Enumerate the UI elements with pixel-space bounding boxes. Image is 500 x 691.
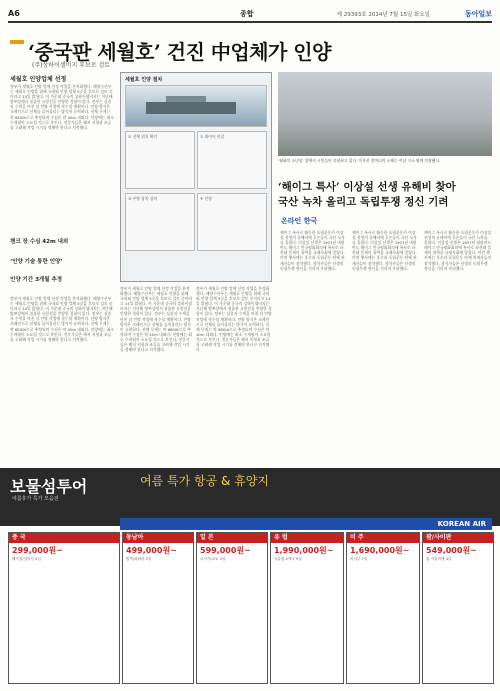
- ad-box-line: 괌 자유여행 4일: [426, 557, 452, 561]
- ad-box-line: 베이징/상하이 4일: [12, 557, 41, 561]
- ad-box-price: 1,990,000원~: [274, 546, 334, 555]
- ad-box-price: 599,000원~: [200, 546, 251, 555]
- ad-box-head: 유 럽: [271, 533, 343, 543]
- ad-subtitle: 여름휴가 특가 모음전: [12, 496, 59, 502]
- ad-box-southeast-asia[interactable]: [122, 532, 194, 684]
- ad-box-line: 서유럽 4개국 9일: [274, 557, 302, 561]
- ad-box-line: 방콕/파타야 5일: [126, 557, 152, 561]
- step-4-panel: [197, 193, 267, 251]
- lead-headline: ‘중국판 세월호’ 건진 中업체가 인양: [28, 40, 331, 64]
- ad-box-guam[interactable]: [422, 532, 494, 684]
- step-1-panel: [125, 131, 195, 189]
- page-number: A6: [8, 9, 20, 18]
- step-1-label: ① 선체 위치 확인: [128, 134, 158, 139]
- infographic-title: 세월호 인양 절차: [125, 77, 163, 83]
- airline-name: KOREAN AIR: [437, 520, 486, 528]
- lead-body-col3: 정부가 세월호 인양 업체 선정 작업을 본격화했다. 해양수산부는 세월호 인양을 위해 국내외 인양 업체 5곳을 후보로 검토 중이라고 14일 밝혔다. 이 가운데 중국의 상하이샐비지는 지난해 양쯔강에서 침몰한 유람선을 인양한 경험이 있다. 정부는 실종자 수색을 마친 뒤 인양 작업에 착수할 계획이다. 인양 방식은 크레인으로 선체를 들어올리는 방식이 유력하다. 선체 무게는 약 6800t으로 추정되며 수심은 약 40m 내외다. 인양에는 최소 수개월이 소요될 것으로 보인다. 전문가들은 해저 지형과 조류를 고려해 작업 시기를 정해야 한다고 지적했다.: [196, 286, 272, 353]
- lead-body-col2: 정부가 세월호 인양 업체 선정 작업을 본격화했다. 해양수산부는 세월호 인양을 위해 국내외 인양 업체 5곳을 후보로 검토 중이라고 14일 밝혔다. 이 가운데 중국의 상하이샐비지는 지난해 양쯔강에서 침몰한 유람선을 인양한 경험이 있다. 정부는 실종자 수색을 마친 뒤 인양 작업에 착수할 계획이다. 인양 방식은 크레인으로 선체를 들어올리는 방식이 유력하다. 선체 무게는 약 6800t으로 추정되며 수심은 약 40m 내외다. 인양에는 최소 수개월이 소요될 것으로 보인다. 전문가들은 해저 지형과 조류를 고려해 작업 시기를 정해야 한다고 지적했다.: [120, 286, 192, 353]
- section-name: 종합: [240, 10, 254, 18]
- story2-logo: 온라인 한국: [281, 217, 318, 225]
- lead-sidehead-2: ‘인양 기술 통한 인양’: [10, 259, 63, 265]
- headline-marker: [10, 40, 24, 44]
- lead-byline: 세월호 인양업체 선정: [10, 76, 67, 83]
- page-header: [8, 6, 492, 20]
- ad-title: 보물섬투어: [10, 477, 88, 496]
- ad-box-japan[interactable]: [196, 532, 268, 684]
- story2-body-col3: 헤이그 특사로 활동한 독립운동가 이상설 선생의 유해비에 후손들이 국산 녹차를 올렸다. 이상설 선생은 1907년 네덜란드 헤이그 만국평화회의에 특사로 파견돼 일제의 침략을 국제사회에 알렸다. 이번 행사에는 후손과 독립운동 단체 관계자들이 참석했다. 참석자들은 선생의 독립투쟁 정신을 기리며 묵념했다.: [424, 230, 492, 271]
- story2-body-col1: 헤이그 특사로 활동한 독립운동가 이상설 선생의 유해비에 후손들이 국산 녹차를 올렸다. 이상설 선생은 1907년 네덜란드 헤이그 만국평화회의에 특사로 파견돼 일제의 침략을 국제사회에 알렸다. 이번 행사에는 후손과 독립운동 단체 관계자들이 참석했다. 참석자들은 선생의 독립투쟁 정신을 기리며 묵념했다.: [280, 230, 345, 271]
- header-rule: [8, 21, 492, 23]
- ad-box-price: 1,690,000원~: [350, 546, 410, 555]
- story2-headline-2: 국산 녹차 올리고 독립투쟁 정신 기려: [278, 196, 449, 208]
- ad-box-price: 499,000원~: [126, 546, 177, 555]
- story2-body-col2: 헤이그 특사로 활동한 독립운동가 이상설 선생의 유해비에 후손들이 국산 녹차를 올렸다. 이상설 선생은 1907년 네덜란드 헤이그 만국평화회의에 특사로 파견돼 일제의 침략을 국제사회에 알렸다. 이번 행사에는 후손과 독립운동 단체 관계자들이 참석했다. 참석자들은 선생의 독립투쟁 정신을 기리며 묵념했다.: [352, 230, 417, 271]
- ad-box-line: 오사카/교토 3일: [200, 557, 226, 561]
- step-2-panel: [197, 131, 267, 189]
- step-2-label: ② 와이어 연결: [200, 134, 225, 139]
- ad-box-head: 미 주: [347, 533, 419, 543]
- ad-box-price: 549,000원~: [426, 546, 477, 555]
- lead-sidehead-3: 인양 기간 3개월 추정: [10, 277, 63, 283]
- step-3-panel: [125, 193, 195, 251]
- news-photo: [278, 72, 492, 156]
- photo-caption: ‘평화의 소녀상’ 앞에서 시민들이 묵념하고 있다. 이옥선 할머니의 유해는 이날 고국 땅에 안장됐다.: [278, 158, 441, 163]
- airline-strip: [120, 518, 492, 530]
- ad-box-line: 미서부 7일: [350, 557, 368, 561]
- lead-sidehead-1: 챈크 장 수심 42m 내외: [10, 239, 69, 245]
- lead-body-col1: 정부가 세월호 인양 업체 선정 작업을 본격화했다. 해양수산부는 세월호 인양을 위해 국내외 인양 업체 5곳을 후보로 검토 중이라고 14일 밝혔다. 이 가운데 중국의 상하이샐비지는 지난해 양쯔강에서 침몰한 유람선을 인양한 경험이 있다. 정부는 실종자 수색을 마친 뒤 인양 작업에 착수할 계획이다. 인양 방식은 크레인으로 선체를 들어올리는 방식이 유력하다. 선체 무게는 약 6800t으로 추정되며 수심은 약 40m 내외다. 인양에는 최소 수개월이 소요될 것으로 보인다. 전문가들은 해저 지형과 조류를 고려해 작업 시기를 정해야 한다고 지적했다.: [10, 84, 114, 130]
- ad-box-china[interactable]: [8, 532, 120, 684]
- lead-body-col1b: 정부가 세월호 인양 업체 선정 작업을 본격화했다. 해양수산부는 세월호 인양을 위해 국내외 인양 업체 5곳을 후보로 검토 중이라고 14일 밝혔다. 이 가운데 중국의 상하이샐비지는 지난해 양쯔강에서 침몰한 유람선을 인양한 경험이 있다. 정부는 실종자 수색을 마친 뒤 인양 작업에 착수할 계획이다. 인양 방식은 크레인으로 선체를 들어올리는 방식이 유력하다. 선체 무게는 약 6800t으로 추정되며 수심은 약 40m 내외다. 인양에는 최소 수개월이 소요될 것으로 보인다. 전문가들은 해저 지형과 조류를 고려해 작업 시기를 정해야 한다고 지적했다.: [10, 296, 114, 342]
- step-3-label: ③ 부양 장치 설치: [128, 196, 158, 201]
- ship-icon: [126, 86, 266, 126]
- story2-headline-1: ‘해이그 특사’ 이상설 선생 유해비 찾아: [278, 181, 456, 193]
- issue-date: 제 29393호 2014년 7월 15일 화요일: [336, 12, 430, 18]
- ad-promo: 여름 특가 항공 & 휴양지: [140, 474, 269, 488]
- ad-box-head: 중 국: [9, 533, 119, 543]
- ad-box-head: 괌/사이판: [423, 533, 493, 543]
- infographic: [120, 72, 272, 282]
- ad-box-head: 일 본: [197, 533, 267, 543]
- ad-box-americas[interactable]: [346, 532, 420, 684]
- ad-box-head: 동남아: [123, 533, 193, 543]
- ad-box-price: 299,000원~: [12, 546, 63, 555]
- publisher-name: 동아일보: [464, 10, 492, 18]
- ship-diagram: [125, 85, 267, 127]
- lead-subhead: (주)상하이샐비지 후보로 검토: [32, 62, 111, 69]
- step-4-label: ④ 인양: [200, 196, 212, 201]
- ad-box-europe[interactable]: [270, 532, 344, 684]
